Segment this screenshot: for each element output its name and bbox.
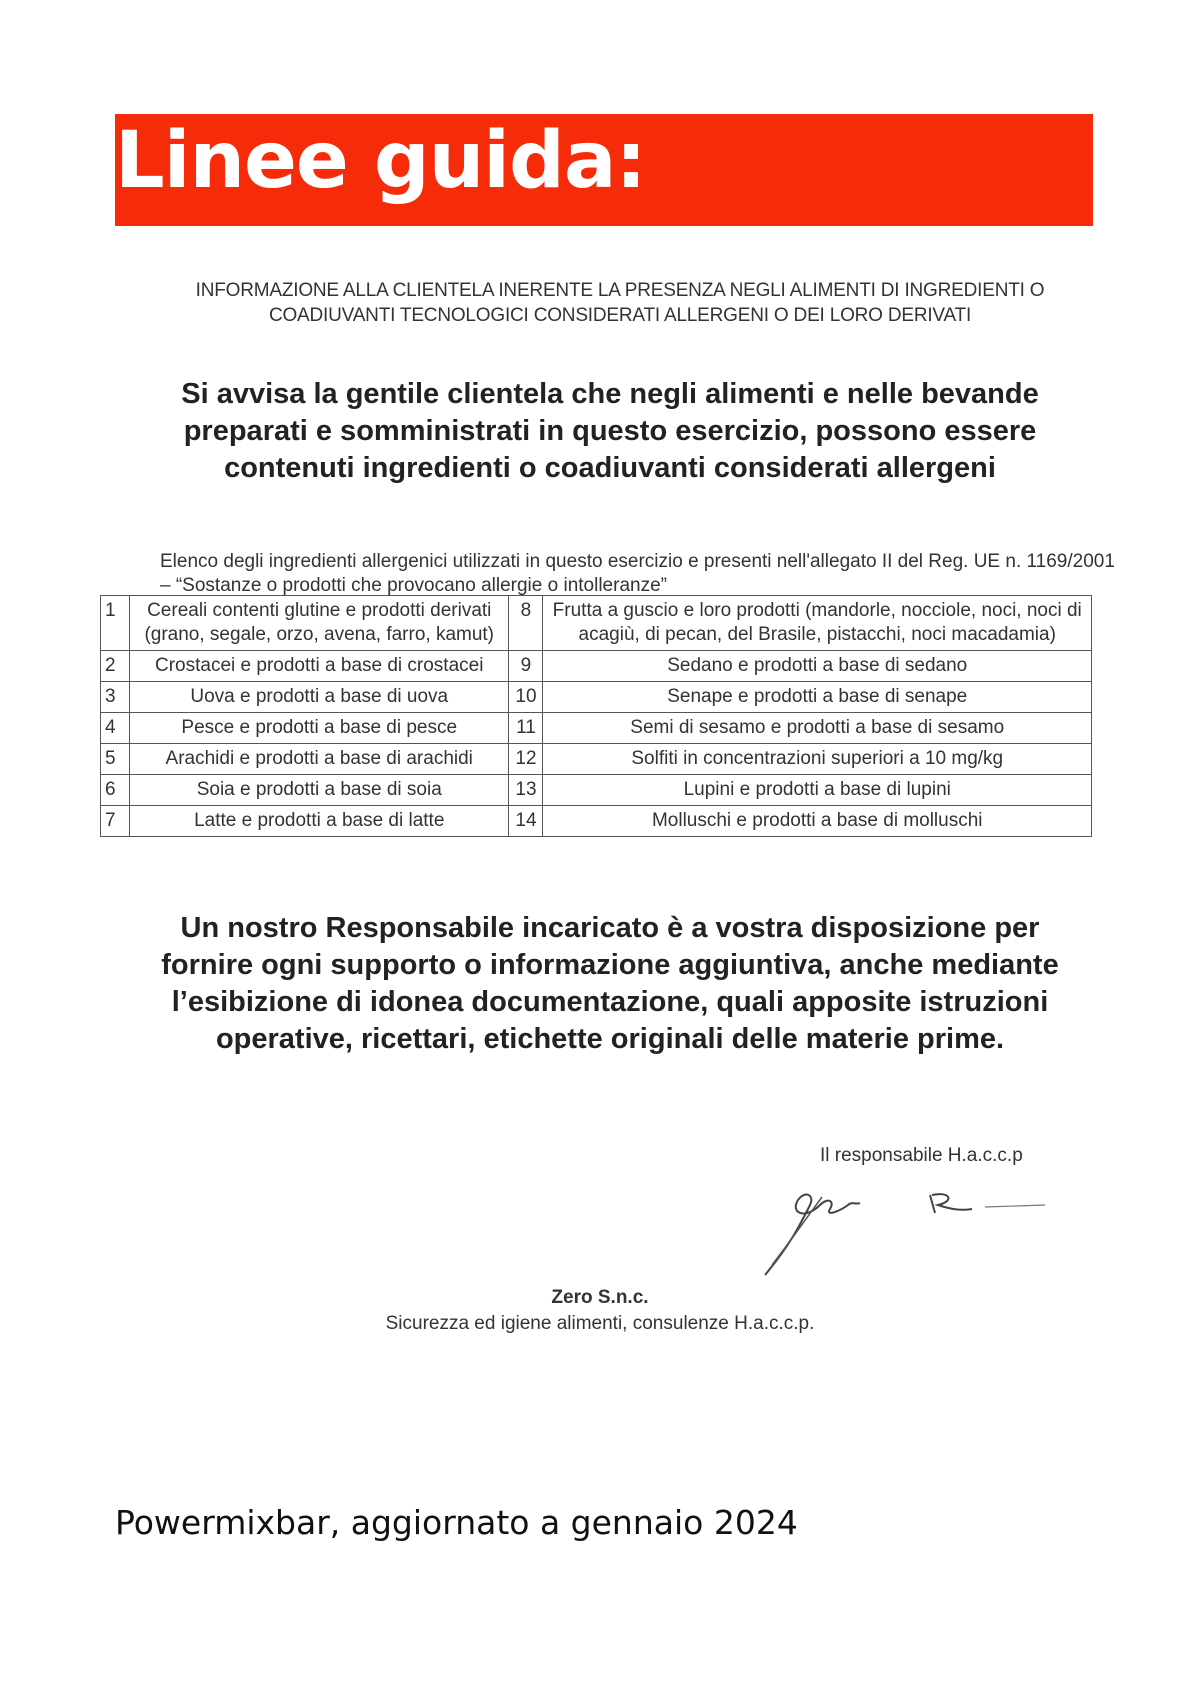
table-row — [101, 596, 1092, 651]
allergen-number: 9 — [509, 651, 543, 682]
footer-text: Powermixbar, aggiornato a gennaio 2024 — [115, 1503, 798, 1542]
allergen-number: 14 — [509, 806, 543, 837]
allergen-name: Molluschi e prodotti a base di molluschi — [543, 806, 1092, 837]
company-description: Sicurezza ed igiene alimenti, consulenze H.a.c.c.p. — [385, 1313, 815, 1334]
title-banner — [115, 114, 1093, 226]
company-block — [350, 1285, 850, 1337]
allergen-number: 6 — [101, 775, 130, 806]
allergen-notice: Si avvisa la gentile clientela che negli alimenti e nelle bevande preparati e somministrati in questo esercizio, possono essere contenuti ingredienti o coadiuvanti considerati allergeni — [181, 378, 1039, 484]
info-heading: INFORMAZIONE ALLA CLIENTELA INERENTE LA PRESENZA NEGLI ALIMENTI DI INGREDIENTI O COADIUVANTI TECNOLOGICI CONSIDERATI ALLERGENI O DEI LORO DERIVATI — [195, 280, 1045, 326]
allergen-name: Solfiti in concentrazioni superiori a 10 mg/kg — [543, 744, 1092, 775]
allergen-number: 2 — [101, 651, 130, 682]
allergen-name: Soia e prodotti a base di soia — [130, 775, 509, 806]
responsible-notice: Un nostro Responsabile incaricato è a vostra disposizione per fornire ogni supporto o informazione aggiuntiva, anche mediante l’esibizione di idonea documentazione, quali apposite istruzioni operative, ricettari, etichette originali delle materie prime. — [161, 912, 1059, 1055]
table-row — [101, 744, 1092, 775]
table-row — [101, 682, 1092, 713]
allergen-name: Cereali contenti glutine e prodotti derivati (grano, segale, orzo, avena, farro, kamut) — [130, 596, 509, 651]
allergen-number: 7 — [101, 806, 130, 837]
signatory-role: Il responsabile H.a.c.c.p — [820, 1145, 1023, 1166]
handwritten-signature — [710, 1165, 1050, 1285]
allergen-name: Pesce e prodotti a base di pesce — [130, 713, 509, 744]
allergen-name: Sedano e prodotti a base di sedano — [543, 651, 1092, 682]
allergen-number: 4 — [101, 713, 130, 744]
allergen-number: 3 — [101, 682, 130, 713]
table-row — [101, 806, 1092, 837]
allergen-name: Crostacei e prodotti a base di crostacei — [130, 651, 509, 682]
allergen-name: Uova e prodotti a base di uova — [130, 682, 509, 713]
allergen-name: Latte e prodotti a base di latte — [130, 806, 509, 837]
allergen-number: 11 — [509, 713, 543, 744]
table-row — [101, 775, 1092, 806]
table-row — [101, 713, 1092, 744]
allergen-table — [100, 595, 1092, 837]
allergen-number: 13 — [509, 775, 543, 806]
allergen-number: 10 — [509, 682, 543, 713]
allergen-number: 1 — [101, 596, 130, 651]
allergen-number: 8 — [509, 596, 543, 651]
allergen-list-intro: Elenco degli ingredienti allergenici utilizzati in questo esercizio e presenti nell'allegato II del Reg. UE n. 1169/2001 – “Sostanze o prodotti che provocano allergie o intolleranze” — [160, 551, 1115, 596]
allergen-name: Semi di sesamo e prodotti a base di sesamo — [543, 713, 1092, 744]
page-title: Linee guida: — [115, 116, 646, 206]
table-row — [101, 651, 1092, 682]
allergen-number: 5 — [101, 744, 130, 775]
allergen-name: Arachidi e prodotti a base di arachidi — [130, 744, 509, 775]
company-name: Zero S.n.c. — [551, 1287, 649, 1308]
allergen-name: Frutta a guscio e loro prodotti (mandorle, nocciole, noci, noci di acagiù, di pecan, del Brasile, pistacchi, noci macadamia) — [543, 596, 1092, 651]
allergen-name: Senape e prodotti a base di senape — [543, 682, 1092, 713]
allergen-name: Lupini e prodotti a base di lupini — [543, 775, 1092, 806]
allergen-number: 12 — [509, 744, 543, 775]
